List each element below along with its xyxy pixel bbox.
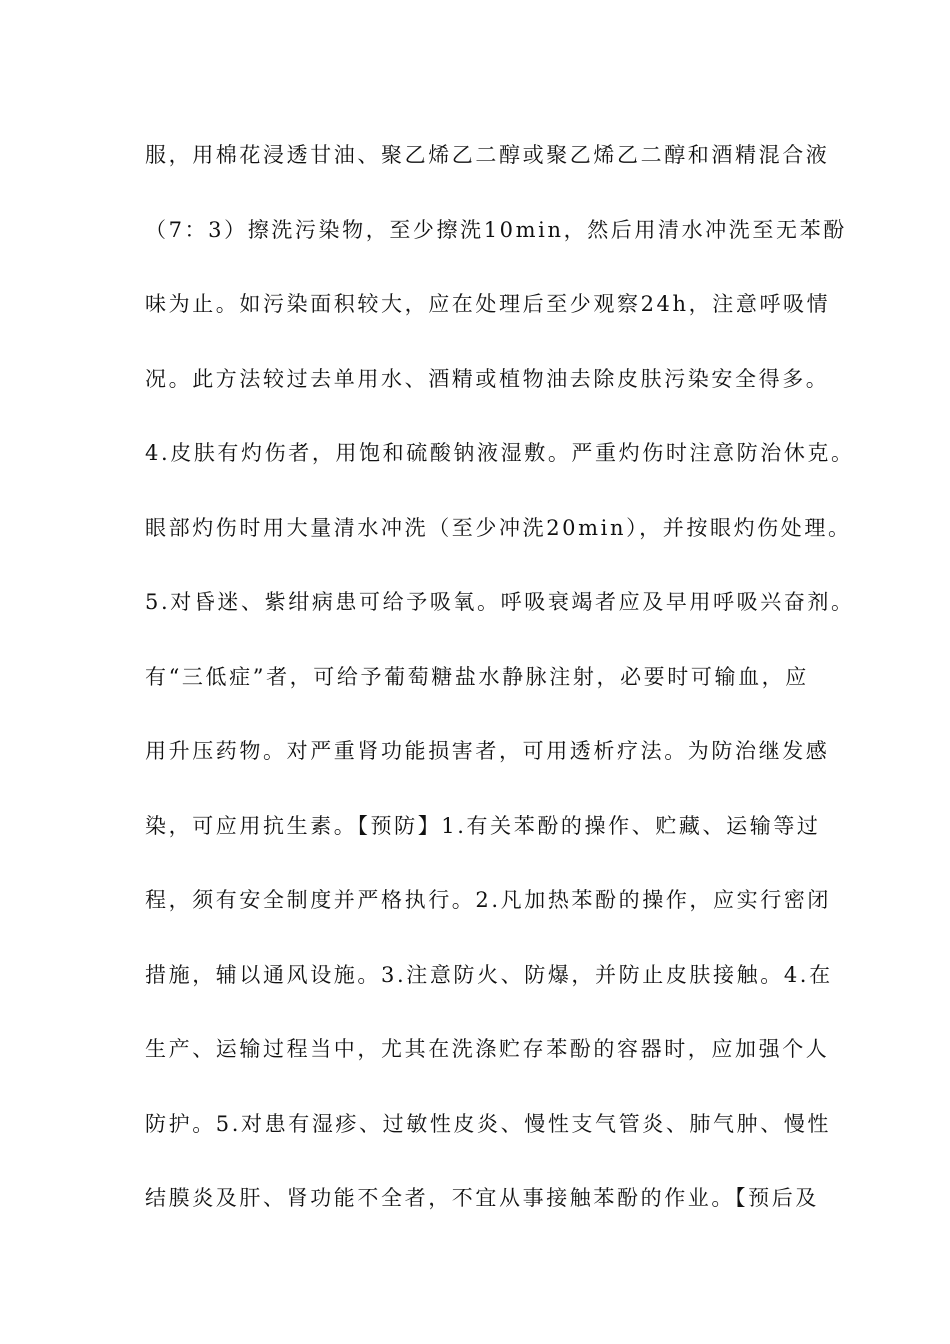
text-line: 防护。5.对患有湿疹、过敏性皮炎、慢性支气管炎、肺气肿、慢性 — [145, 1111, 832, 1136]
text-line: 味为止。如污染面积较大，应在处理后至少观察24h，注意呼吸情 — [145, 292, 831, 316]
text-line: 4.皮肤有灼伤者，用饱和硫酸钠液湿敷。严重灼伤时注意防治休克。 — [145, 441, 855, 465]
text-line: 服，用棉花浸透甘油、聚乙烯乙二醇或聚乙烯乙二醇和酒精混合液 — [145, 143, 830, 167]
text-line: 染，可应用抗生素。【预防】1.有关苯酚的操作、贮藏、运输等过 — [145, 813, 821, 838]
text-line: 用升压药物。对严重肾功能损害者，可用透析疗法。为防治继发感 — [145, 739, 830, 763]
text-line: 5.对昏迷、紫绀病患可给予吸氧。呼吸衰竭者应及早用呼吸兴奋剂。 — [145, 590, 855, 614]
text-line: 况。此方法较过去单用水、酒精或植物油去除皮肤污染安全得多。 — [145, 366, 830, 391]
text-line: 眼部灼伤时用大量清水冲洗（至少冲洗20min），并按眼灼伤处理。 — [145, 515, 852, 540]
text-line: 生产、运输过程当中，尤其在洗涤贮存苯酚的容器时，应加强个人 — [145, 1037, 830, 1061]
text-line: 措施，辅以通风设施。3.注意防火、防爆，并防止皮肤接触。4.在 — [145, 962, 833, 987]
body-text — [145, 140, 855, 1258]
text-line: （7：3）擦洗污染物，至少擦洗10min，然后用清水冲洗至无苯酚 — [145, 217, 847, 242]
text-line: 结膜炎及肝、肾功能不全者，不宜从事接触苯酚的作业。【预后及 — [145, 1186, 819, 1210]
text-line: 有“三低症”者，可给予葡萄糖盐水静脉注射，必要时可输血，应 — [145, 664, 809, 689]
text-line: 程，须有安全制度并严格执行。2.凡加热苯酚的操作，应实行密闭 — [145, 888, 832, 912]
